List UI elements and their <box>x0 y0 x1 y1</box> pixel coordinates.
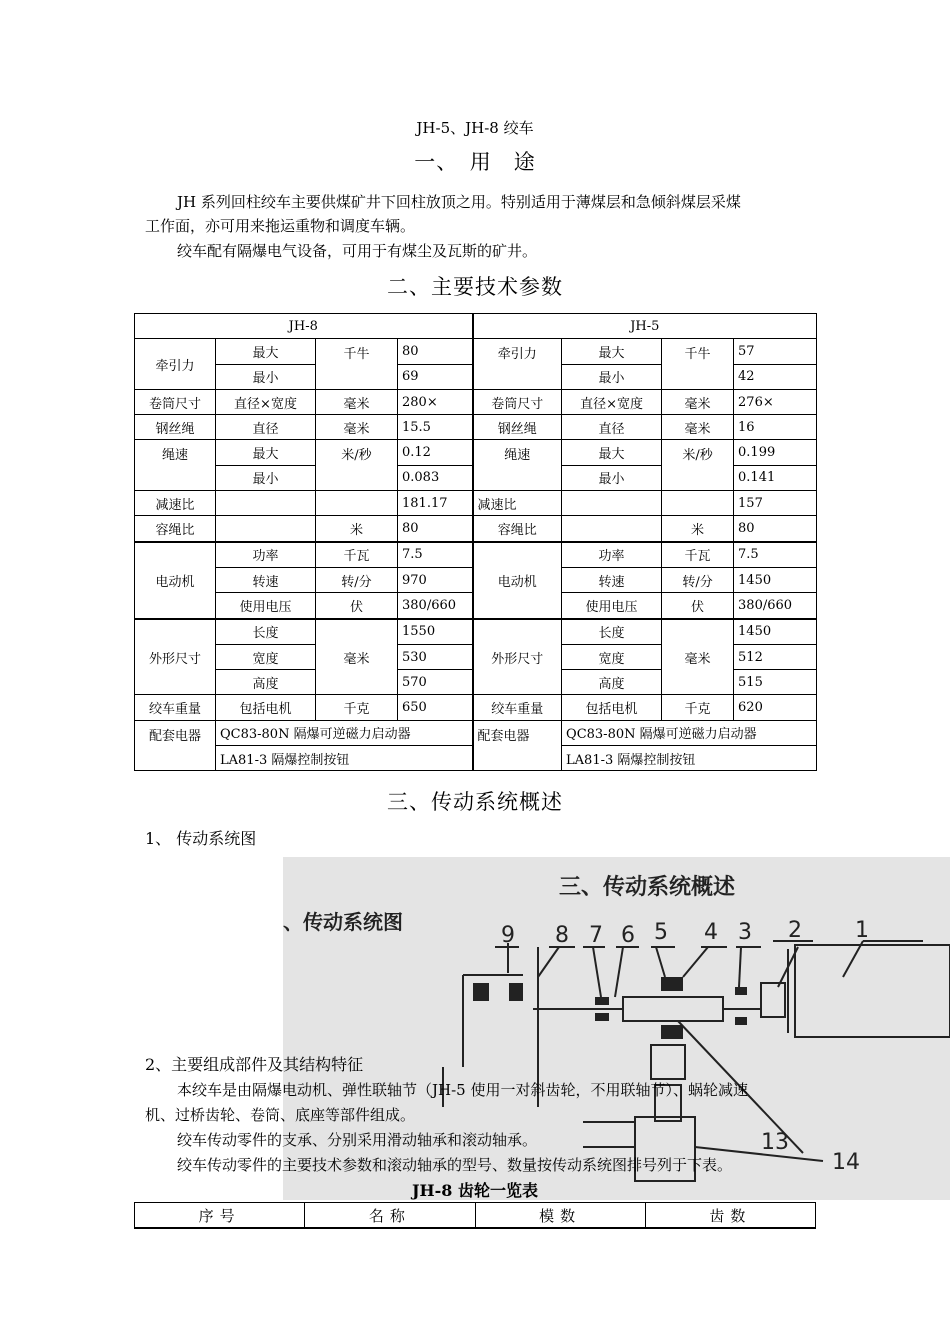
cell-empty <box>562 516 662 542</box>
figure-number-5: 5 <box>654 920 668 945</box>
cell: 直径×宽度 <box>562 389 662 414</box>
cell: 最小 <box>216 465 316 490</box>
cell-label: 绞车重量 <box>473 695 562 720</box>
cell: 伏 <box>316 593 398 619</box>
cell-label: 绳速 <box>135 440 216 491</box>
cell: 最小 <box>216 364 316 389</box>
cell: QC83-80N 隔爆可逆磁力启动器 <box>562 720 817 745</box>
cell: 长度 <box>216 619 316 645</box>
cell: 毫米 <box>662 619 734 695</box>
cell-value: 157 <box>734 491 817 516</box>
cell-value: 380/660 <box>398 593 473 619</box>
section-1-paragraph-1-line-2: 工作面，亦可用来拖运重物和调度车辆。 <box>145 217 416 235</box>
cell-label: 容绳比 <box>135 516 216 542</box>
table-row <box>135 440 817 465</box>
cell: QC83-80N 隔爆可逆磁力启动器 <box>216 720 473 745</box>
cell-value: 620 <box>734 695 817 720</box>
figure-number-8: 8 <box>555 923 569 948</box>
cell-label: 减速比 <box>135 491 216 516</box>
cell: 毫米 <box>662 415 734 440</box>
cell-label: 电动机 <box>473 542 562 619</box>
cell-value: 570 <box>398 670 473 695</box>
cell: LA81-3 隔爆控制按钮 <box>216 746 473 771</box>
cell: 最小 <box>562 364 662 389</box>
section-3-paragraph-1-line-1: 本绞车是由隔爆电动机、弹性联轴节（JH-5 使用一对斜齿轮，不用联轴节）、蜗轮减速 <box>177 1081 748 1099</box>
figure-number-4: 4 <box>704 920 718 945</box>
cell: 毫米 <box>316 389 398 414</box>
cell-value: 1550 <box>398 619 473 645</box>
figure-title: 三、传动系统概述 <box>559 875 736 900</box>
cell: 直径 <box>562 415 662 440</box>
cell: 最大 <box>216 339 316 364</box>
table-row <box>135 619 817 645</box>
cell: 千克 <box>662 695 734 720</box>
cell-value: 1450 <box>734 619 817 645</box>
gear-header-teeth: 齿数 <box>645 1203 815 1229</box>
cell-value: 970 <box>398 567 473 592</box>
cell: 毫米 <box>316 619 398 695</box>
gear-header-name: 名称 <box>305 1203 475 1229</box>
cell: 转速 <box>562 567 662 592</box>
subsection-2-title: 2、主要组成部件及其结构特征 <box>145 1055 364 1074</box>
cell: 毫米 <box>662 389 734 414</box>
table-row <box>135 339 817 364</box>
cell-label: 配套电器 <box>135 720 216 771</box>
table-row <box>135 491 817 516</box>
cell-label: 电动机 <box>135 542 216 619</box>
figure-number-13: 13 <box>761 1130 789 1155</box>
cell-label: 容绳比 <box>473 516 562 542</box>
cell: 功率 <box>562 542 662 568</box>
figure-number-1: 1 <box>855 918 869 943</box>
cell-value: 7.5 <box>734 542 817 568</box>
figure-number-2: 2 <box>788 918 802 943</box>
cell-label: 绞车重量 <box>135 695 216 720</box>
cell-label: 绳速 <box>473 440 562 491</box>
model-header-jh8: JH-8 <box>135 314 473 339</box>
cell-empty <box>216 491 316 516</box>
cell: 米/秒 <box>316 440 398 491</box>
cell: 最大 <box>562 339 662 364</box>
section-3-paragraph-2: 绞车传动零件的支承、分别采用滑动轴承和滚动轴承。 <box>177 1131 538 1149</box>
cell-value: 57 <box>734 339 817 364</box>
table-row <box>135 720 817 745</box>
cell: 宽度 <box>562 644 662 669</box>
section-3-paragraph-1-line-2: 机、过桥齿轮、卷筒、底座等部件组成。 <box>145 1106 416 1124</box>
section-1-paragraph-1-line-1: JH 系列回柱绞车主要供煤矿井下回柱放顶之用。特别适用于薄煤层和急倾斜煤层采煤 <box>177 193 741 211</box>
table-row <box>135 314 817 339</box>
cell: 转速 <box>216 567 316 592</box>
cell-value: 0.199 <box>734 440 817 465</box>
figure-number-9: 9 <box>501 923 515 948</box>
figure-number-14: 14 <box>832 1150 860 1175</box>
cell: 使用电压 <box>216 593 316 619</box>
table-row <box>135 1203 816 1229</box>
cell-label: 牵引力 <box>135 339 216 390</box>
cell-value: 15.5 <box>398 415 473 440</box>
cell-value: 276× <box>734 389 817 414</box>
cell-value: 80 <box>398 339 473 364</box>
cell: 宽度 <box>216 644 316 669</box>
table-row <box>135 516 817 542</box>
cell-value: 7.5 <box>398 542 473 568</box>
section-1-title: 一、 用 途 <box>414 150 536 174</box>
cell-empty <box>562 491 662 516</box>
cell: 千瓦 <box>316 542 398 568</box>
table-row <box>135 542 817 568</box>
figure-number-7: 7 <box>589 923 603 948</box>
cell-value: 16 <box>734 415 817 440</box>
gear-table-title: JH-8 齿轮一览表 <box>411 1181 539 1200</box>
cell: 毫米 <box>316 415 398 440</box>
cell: 千牛 <box>316 339 398 390</box>
cell: 千牛 <box>662 339 734 390</box>
cell: 包括电机 <box>562 695 662 720</box>
cell-value: 380/660 <box>734 593 817 619</box>
section-3-paragraph-3: 绞车传动零件的主要技术参数和滚动轴承的型号、数量按传动系统图排号列于下表。 <box>177 1156 733 1174</box>
cell-label: 钢丝绳 <box>135 415 216 440</box>
figure-subtitle: 、传动系统图 <box>283 910 403 934</box>
table-row <box>135 695 817 720</box>
cell: 千克 <box>316 695 398 720</box>
cell: LA81-3 隔爆控制按钮 <box>562 746 817 771</box>
cell-value: 80 <box>734 516 817 542</box>
cell: 米 <box>316 516 398 542</box>
gear-table <box>134 1202 816 1229</box>
cell: 千瓦 <box>662 542 734 568</box>
cell-label: 配套电器 <box>473 720 562 771</box>
section-3-title: 三、传动系统概述 <box>387 790 563 814</box>
subsection-1-title: 1、 传动系统图 <box>145 829 257 848</box>
cell-value: 512 <box>734 644 817 669</box>
section-2-title: 二、主要技术参数 <box>387 275 563 299</box>
cell: 功率 <box>216 542 316 568</box>
cell-empty <box>316 491 398 516</box>
cell: 米/秒 <box>662 440 734 491</box>
cell: 米 <box>662 516 734 542</box>
cell: 直径×宽度 <box>216 389 316 414</box>
cell: 使用电压 <box>562 593 662 619</box>
cell-label: 减速比 <box>473 491 562 516</box>
cell: 转/分 <box>316 567 398 592</box>
cell-label: 卷筒尺寸 <box>473 389 562 414</box>
gear-header-index: 序号 <box>135 1203 305 1229</box>
figure-number-3: 3 <box>738 920 752 945</box>
cell-value: 0.141 <box>734 465 817 490</box>
cell-empty <box>216 516 316 542</box>
cell: 包括电机 <box>216 695 316 720</box>
spec-table <box>134 313 817 771</box>
cell: 最小 <box>562 465 662 490</box>
cell-value: 0.083 <box>398 465 473 490</box>
cell: 最大 <box>216 440 316 465</box>
section-1-paragraph-2: 绞车配有隔爆电气设备，可用于有煤尘及瓦斯的矿井。 <box>177 242 538 260</box>
cell: 最大 <box>562 440 662 465</box>
cell-value: 1450 <box>734 567 817 592</box>
cell-value: 280× <box>398 389 473 414</box>
gear-header-module: 模数 <box>475 1203 645 1229</box>
cell: 高度 <box>216 670 316 695</box>
cell-label: 卷筒尺寸 <box>135 389 216 414</box>
cell-empty <box>662 491 734 516</box>
cell-value: 69 <box>398 364 473 389</box>
cell-label: 钢丝绳 <box>473 415 562 440</box>
cell-value: 515 <box>734 670 817 695</box>
cell-value: 530 <box>398 644 473 669</box>
cell-label: 外形尺寸 <box>473 619 562 695</box>
model-header-jh5: JH-5 <box>473 314 817 339</box>
cell-value: 0.12 <box>398 440 473 465</box>
figure-number-6: 6 <box>621 923 635 948</box>
table-row <box>135 389 817 414</box>
cell-label: 牵引力 <box>473 339 562 390</box>
cell-value: 650 <box>398 695 473 720</box>
cell: 直径 <box>216 415 316 440</box>
document-title: JH-5、JH-8 绞车 <box>416 119 534 137</box>
cell-value: 80 <box>398 516 473 542</box>
cell: 长度 <box>562 619 662 645</box>
cell: 高度 <box>562 670 662 695</box>
cell-label: 外形尺寸 <box>135 619 216 695</box>
cell: 伏 <box>662 593 734 619</box>
cell-value: 42 <box>734 364 817 389</box>
table-row <box>135 415 817 440</box>
cell: 转/分 <box>662 567 734 592</box>
cell-value: 181.17 <box>398 491 473 516</box>
